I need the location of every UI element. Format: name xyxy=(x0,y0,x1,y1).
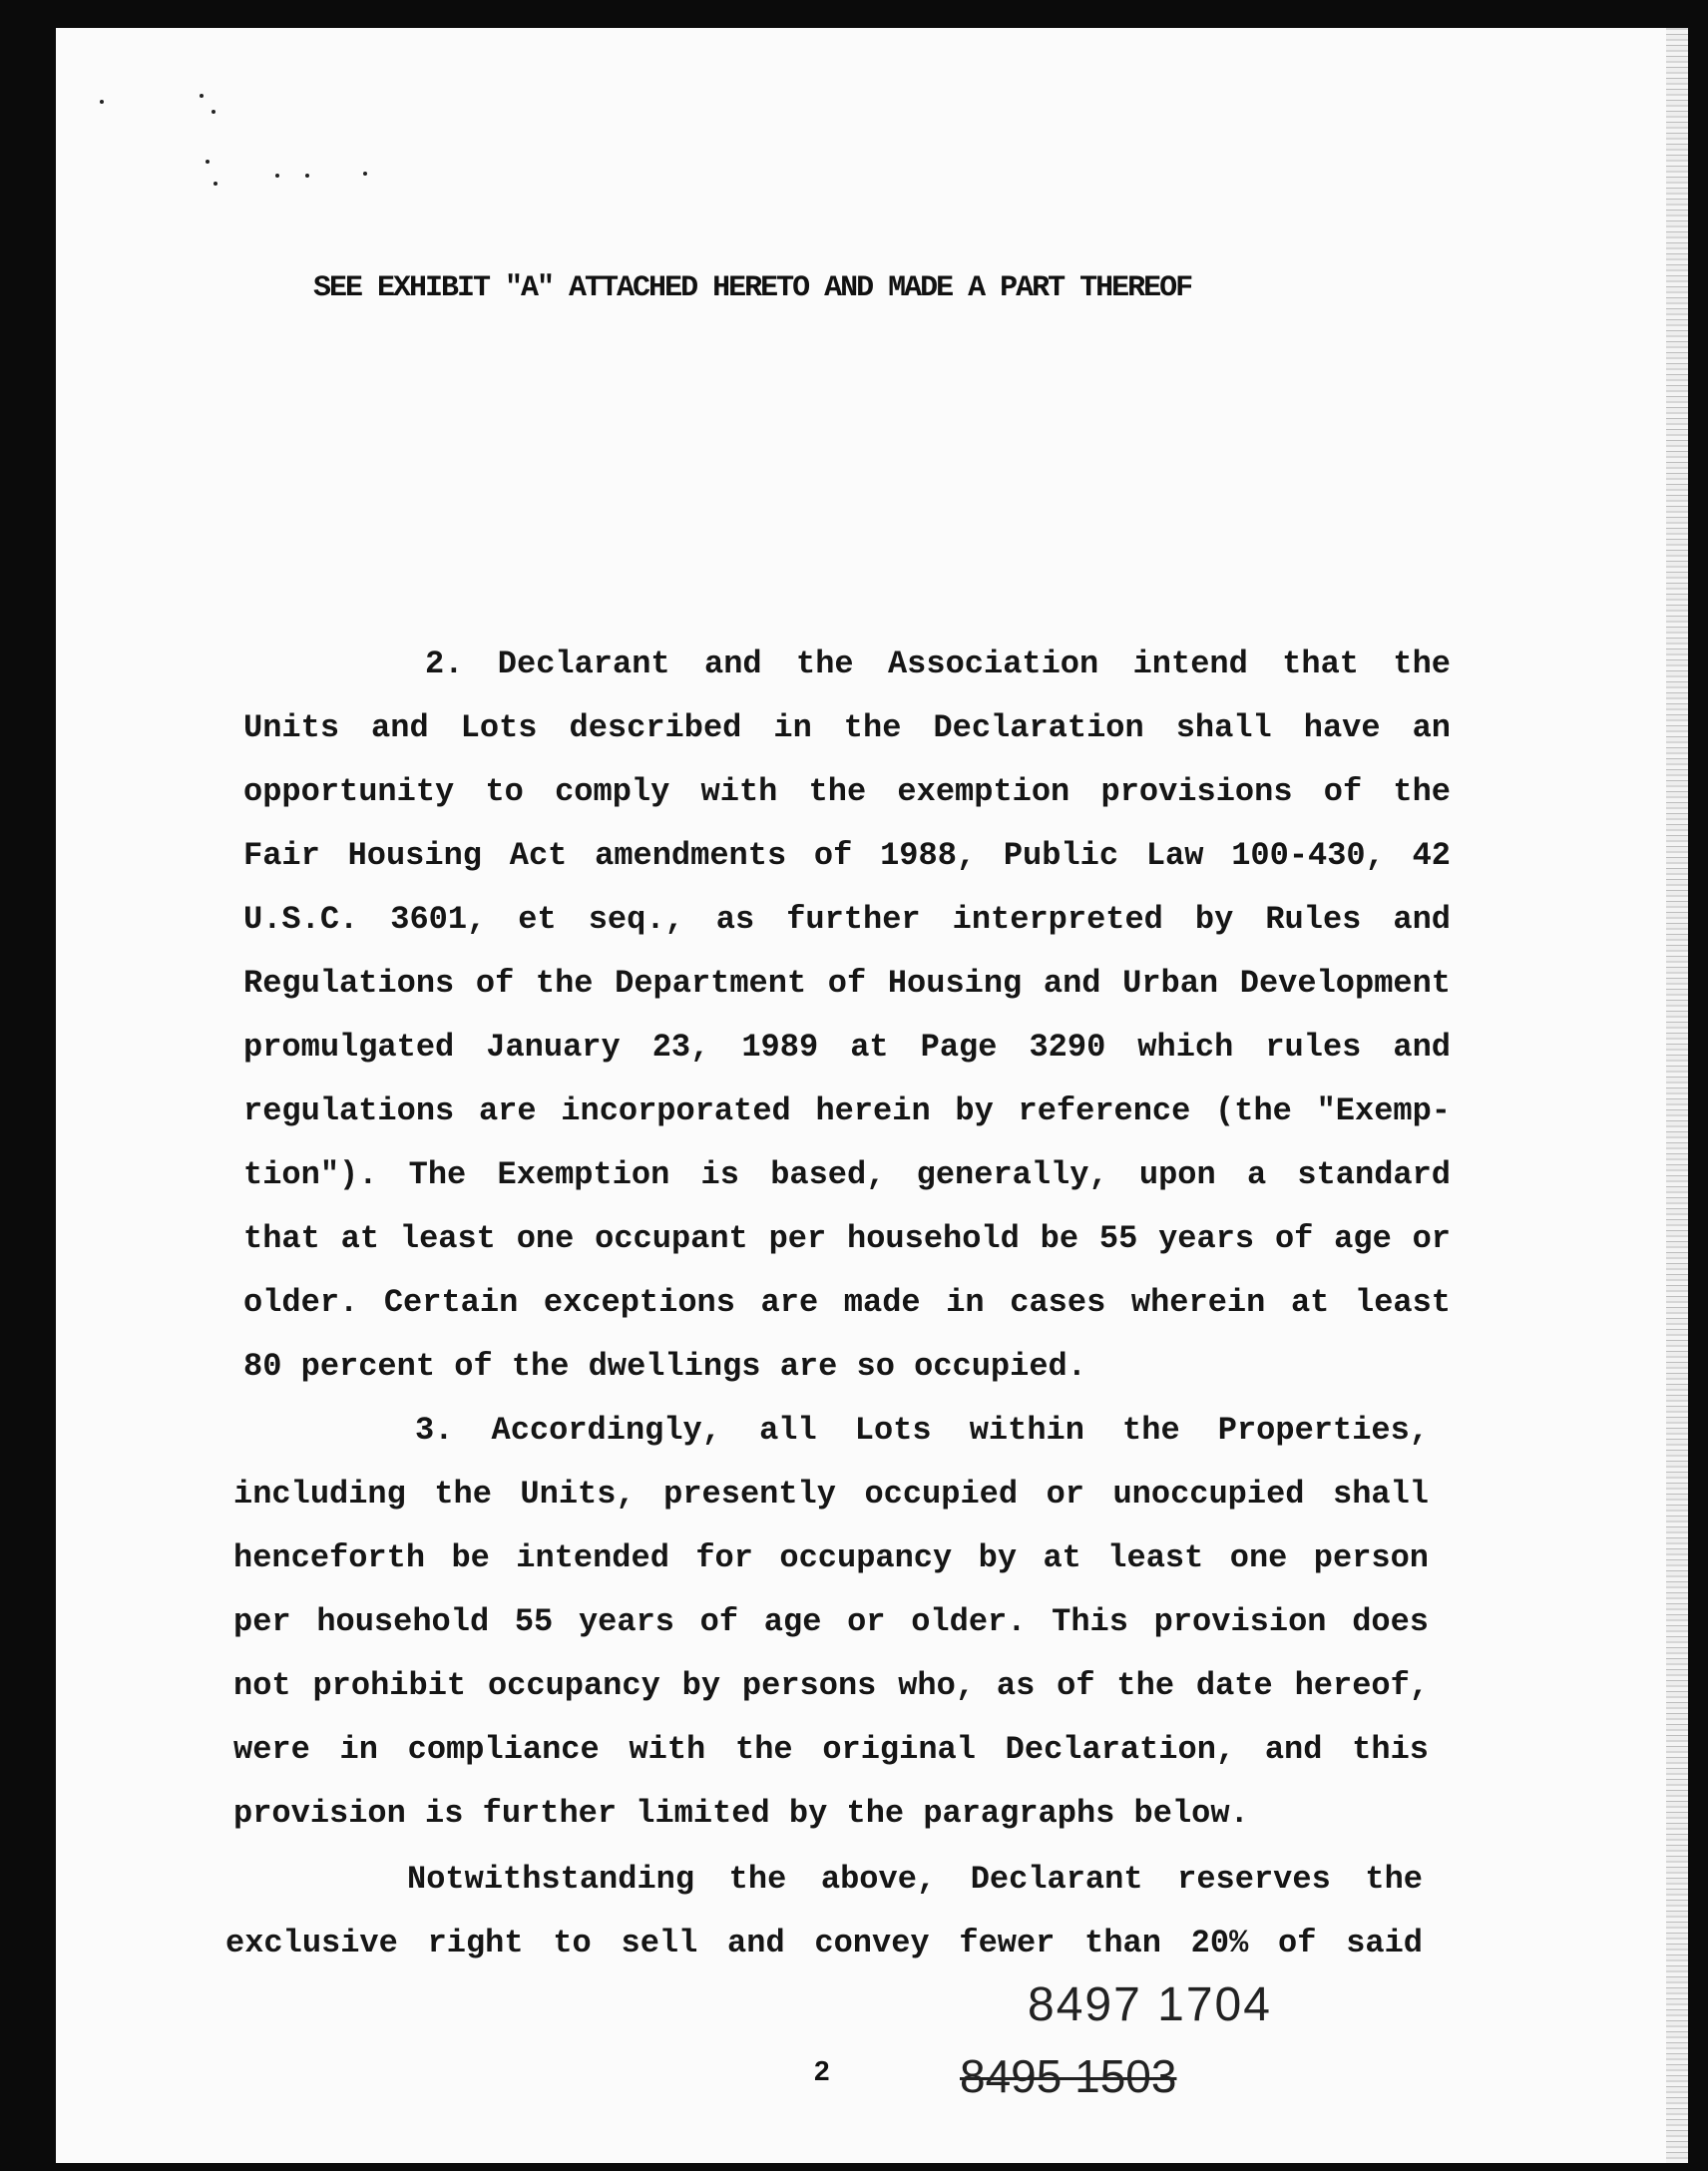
paragraph-line: not prohibit occupancy by persons who, as of the date hereof, xyxy=(233,1667,1429,1704)
paragraph-line: regulations are incorporated herein by reference (the "Exemp- xyxy=(243,1092,1451,1129)
scan-speck xyxy=(305,174,309,178)
scan-speck xyxy=(212,110,215,114)
paragraph-line: Notwithstanding the above, Declarant reserves the xyxy=(407,1861,1423,1898)
paragraph-3 xyxy=(233,1399,1429,1846)
scan-speck xyxy=(214,182,217,186)
paragraph-line: Regulations of the Department of Housing and Urban Development xyxy=(243,965,1451,1002)
recording-book-page-number: 8497 1704 xyxy=(1028,1978,1272,2031)
scan-speck xyxy=(100,100,104,104)
paragraph-line: 80 percent of the dwellings are so occupied. xyxy=(243,1348,1086,1385)
scan-speck xyxy=(363,172,367,176)
paragraph-line: U.S.C. 3601, et seq., as further interpreted by Rules and xyxy=(243,901,1451,938)
paragraph-2 xyxy=(243,633,1451,1399)
paragraph-line: tion"). The Exemption is based, generally, upon a standard xyxy=(243,1156,1451,1193)
paragraph-line: including the Units, presently occupied or unoccupied shall xyxy=(233,1476,1429,1513)
scan-speck xyxy=(275,174,279,178)
paragraph-line: Units and Lots described in the Declaration shall have an xyxy=(243,709,1451,746)
paragraph-line: 3. Accordingly, all Lots within the Properties, xyxy=(415,1412,1429,1449)
paragraph-line: Fair Housing Act amendments of 1988, Public Law 100-430, 42 xyxy=(243,837,1451,874)
paragraph-line: promulgated January 23, 1989 at Page 3290 which rules and xyxy=(243,1029,1451,1066)
paragraph-line: were in compliance with the original Declaration, and this xyxy=(233,1731,1429,1768)
paragraph-line: provision is further limited by the paragraphs below. xyxy=(233,1795,1249,1832)
scan-speck xyxy=(200,94,204,98)
paragraph-line: henceforth be intended for occupancy by at least one person xyxy=(233,1539,1429,1576)
paragraph-line: opportunity to comply with the exemption provisions of the xyxy=(243,773,1451,810)
paragraph-4 xyxy=(225,1848,1423,1975)
paragraph-line: 2. Declarant and the Association intend that the xyxy=(425,646,1451,682)
paragraph-line: exclusive right to sell and convey fewer than 20% of said xyxy=(225,1925,1423,1961)
paragraph-line: per household 55 years of age or older. This provision does xyxy=(233,1603,1429,1640)
struck-through-recording-number: 8495 1503 xyxy=(960,2050,1177,2102)
scan-speck xyxy=(206,160,210,164)
paragraph-line: that at least one occupant per household be 55 years of age or xyxy=(243,1220,1451,1257)
page-number: 2 xyxy=(814,2055,830,2086)
scan-edge-noise xyxy=(1666,28,1688,2163)
paragraph-line: older. Certain exceptions are made in cases wherein at least xyxy=(243,1284,1451,1321)
exhibit-reference-heading: SEE EXHIBIT "A" ATTACHED HERETO AND MADE A PART THEREOF xyxy=(313,271,1192,305)
